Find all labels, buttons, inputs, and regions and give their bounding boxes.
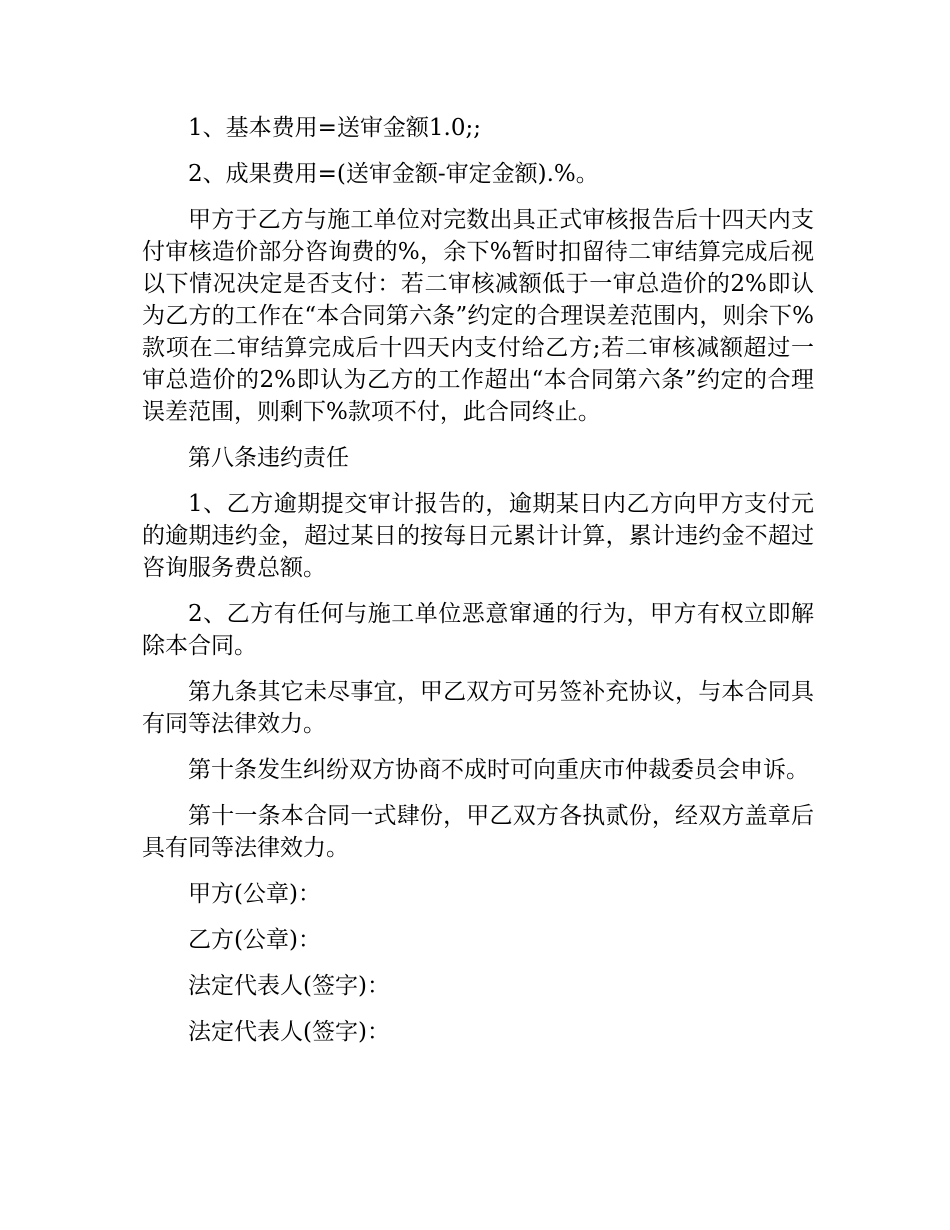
fee-basic-item: 1、基本费用=送审金额1.0;; xyxy=(188,115,481,141)
legal-rep-signature-line-b: 法定代表人(签字)： xyxy=(188,1019,390,1045)
breach-clause-2: 2、乙方有任何与施工单位恶意窜通的行为，甲方有权立即解除本合同。 xyxy=(142,601,814,659)
article-9-paragraph: 第九条其它未尽事宜，甲乙双方可另签补充协议，与本合同具有同等法律效力。 xyxy=(142,679,814,737)
article-10-paragraph: 第十条发生纠纷双方协商不成时可向重庆市仲裁委员会申诉。 xyxy=(188,757,809,783)
payment-terms-paragraph: 甲方于乙方与施工单位对完数出具正式审核报告后十四天内支付审核造价部分咨询费的%，余下%暂时扣留待二审结算完成后视以下情况决定是否支付：若二审核减额低于一审总造价的2%即认为乙方的工作在“本合同第六条”约定的合理误差范围内，则余下%款项在二审结算完成后十四天内支付给乙方;若二审核减额超过一审总造价的2%即认为乙方的工作超出“本合同第六条”约定的合理误差范围，则剩下%款项不付，此合同终止。 xyxy=(142,207,814,425)
article-11-paragraph: 第十一条本合同一式肆份，甲乙双方各执贰份，经双方盖章后具有同等法律效力。 xyxy=(142,803,814,861)
party-b-seal-line: 乙方(公章)： xyxy=(188,927,321,953)
breach-clause-1: 1、乙方逾期提交审计报告的，逾期某日内乙方向甲方支付元的逾期违约金，超过某日的按每日元累计计算，累计违约金不超过咨询服务费总额。 xyxy=(142,491,814,581)
article-8-heading: 第八条违约责任 xyxy=(188,445,349,471)
party-a-seal-line: 甲方(公章)： xyxy=(188,881,321,907)
legal-rep-signature-line-a: 法定代表人(签字)： xyxy=(188,973,390,999)
fee-result-item: 2、成果费用=(送审金额-审定金额).%。 xyxy=(188,161,599,187)
